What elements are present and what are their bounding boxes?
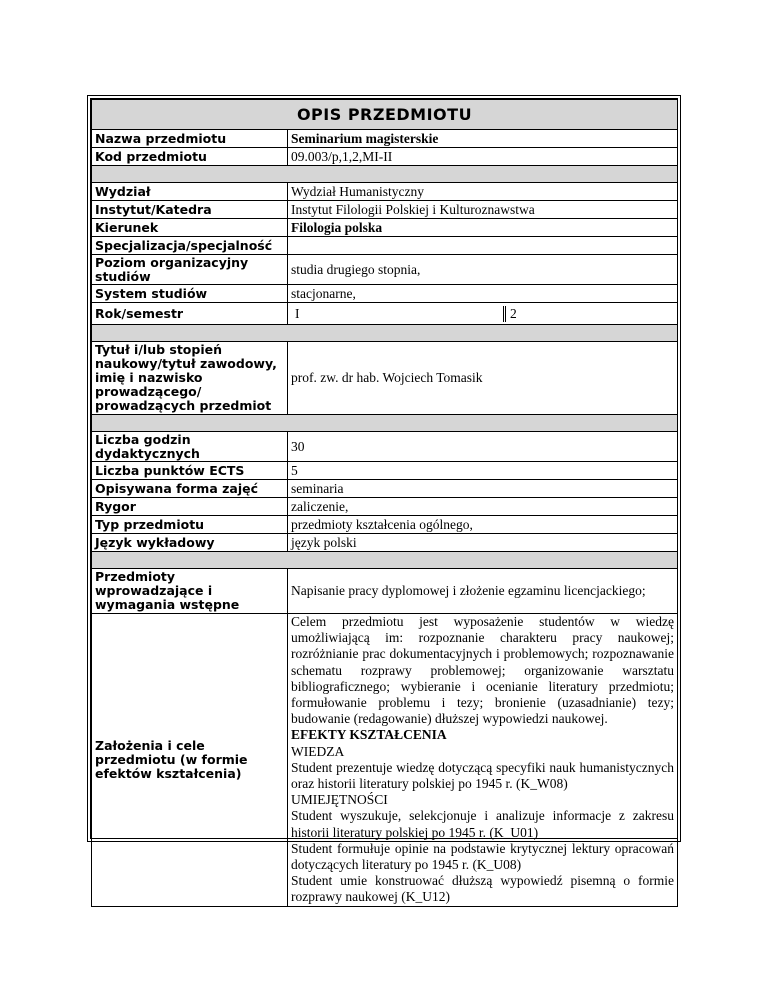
prerequisites-label: Przedmioty wprowadzające i wymagania wstępne bbox=[92, 569, 288, 614]
faculty-value: Wydział Humanistyczny bbox=[288, 183, 678, 201]
lecturer-value: prof. zw. dr hab. Wojciech Tomasik bbox=[288, 342, 678, 415]
knowledge-heading: WIEDZA bbox=[291, 743, 345, 759]
semester-value: 2 bbox=[510, 305, 517, 321]
rigor-label: Rygor bbox=[92, 498, 288, 516]
course-code-label: Kod przedmiotu bbox=[92, 148, 288, 166]
separator-row bbox=[92, 166, 678, 183]
separator-row bbox=[92, 415, 678, 432]
document-title: OPIS PRZEDMIOTU bbox=[92, 100, 678, 130]
institute-label: Instytut/Katedra bbox=[92, 201, 288, 219]
year-semester-cell bbox=[288, 303, 678, 325]
year-semester-label: Rok/semestr bbox=[92, 303, 288, 325]
course-code-value: 09.003/p,1,2,MI-II bbox=[288, 148, 678, 166]
language-label: Język wykładowy bbox=[92, 534, 288, 552]
prerequisites-value: Napisanie pracy dyplomowej i złożenie egzaminu licencjackiego; bbox=[288, 569, 678, 614]
specialization-value bbox=[288, 237, 678, 255]
rigor-value: zaliczenie, bbox=[288, 498, 678, 516]
study-system-label: System studiów bbox=[92, 285, 288, 303]
level-label: Poziom organizacyjny studiów bbox=[92, 255, 288, 285]
language-value: język polski bbox=[288, 534, 678, 552]
separator-row bbox=[92, 552, 678, 569]
separator-row bbox=[92, 325, 678, 342]
specialization-label: Specjalizacja/specjalność bbox=[92, 237, 288, 255]
skill-effect: Student wyszukuje, selekcjonuje i analizuje informacje z zakresu historii literatury polskiej po 1945 r. (K_U01) bbox=[291, 808, 674, 840]
goals-label: Założenia i cele przedmiotu (w formie efektów kształcenia) bbox=[92, 614, 288, 907]
knowledge-effect: Student prezentuje wiedzę dotyczącą specyfiki nauk humanistycznych oraz historii literatury polskiej po 1945 r. (K_W08) bbox=[291, 759, 674, 792]
course-type-value: przedmioty kształcenia ogólnego, bbox=[288, 516, 678, 534]
institute-value: Instytut Filologii Polskiej i Kulturoznawstwa bbox=[288, 201, 678, 219]
effects-heading: EFEKTY KSZTAŁCENIA bbox=[291, 727, 447, 743]
lecturer-label: Tytuł i/lub stopień naukowy/tytuł zawodowy, imię i nazwisko prowadzącego/ prowadzących przedmiot bbox=[92, 342, 288, 415]
field-label: Kierunek bbox=[92, 219, 288, 237]
class-form-label: Opisywana forma zajęć bbox=[92, 480, 288, 498]
goals-content bbox=[288, 614, 678, 907]
skill-effect: Student umie konstruować dłuższą wypowiedź pisemną o formie rozprawy naukowej (K_U12) bbox=[291, 873, 674, 905]
skills-heading: UMIEJĘTNOŚCI bbox=[291, 792, 388, 808]
course-name-label: Nazwa przedmiotu bbox=[92, 130, 288, 148]
course-type-label: Typ przedmiotu bbox=[92, 516, 288, 534]
hours-label: Liczba godzin dydaktycznych bbox=[92, 432, 288, 462]
ects-label: Liczba punktów ECTS bbox=[92, 462, 288, 480]
level-value: studia drugiego stopnia, bbox=[288, 255, 678, 285]
skill-effect: Student formułuje opinie na podstawie krytycznej lektury opracowań dotyczących literatury po 1945 r. (K_U08) bbox=[291, 840, 674, 873]
field-value: Filologia polska bbox=[288, 219, 678, 237]
class-form-value: seminaria bbox=[288, 480, 678, 498]
hours-value: 30 bbox=[288, 432, 678, 462]
course-name-value: Seminarium magisterskie bbox=[288, 130, 678, 148]
study-system-value: stacjonarne, bbox=[288, 285, 678, 303]
ects-value: 5 bbox=[288, 462, 678, 480]
course-description-table bbox=[91, 99, 678, 907]
year-value: I bbox=[291, 306, 506, 322]
goals-intro: Celem przedmiotu jest wyposażenie studentów w wiedzę umożliwiającą im: rozpoznanie charakteru pracy naukowej; rozróżnianie prac dokumentacyjnych i problemowych; rozpoznawanie schematu rozprawy problemowej; organizowanie warsztatu bibliograficznego; wybieranie i ocenianie literatury przedmiotu; formułowanie problemu i tezy; bronienie (uzasadnianie) tezy; budowanie (redagowanie) dłuższej wypowiedzi naukowej. bbox=[291, 614, 674, 727]
faculty-label: Wydział bbox=[92, 183, 288, 201]
